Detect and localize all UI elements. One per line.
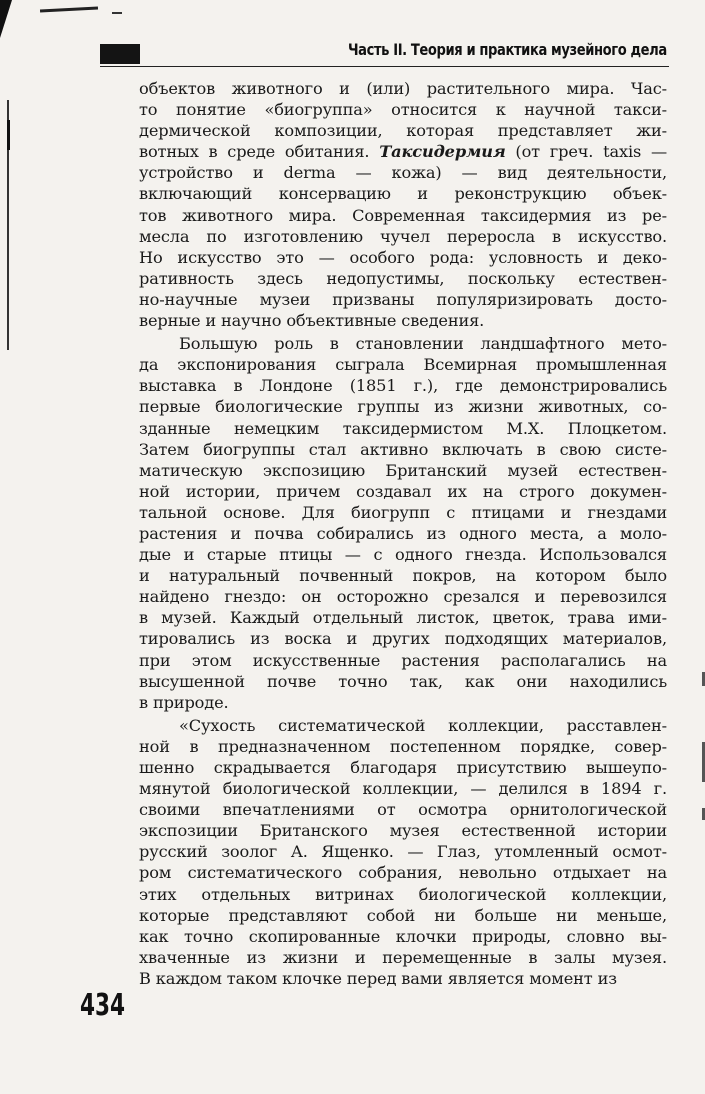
text-line: и натуральный почвенный покров, на котором было [139,566,667,586]
text-line: включающий консервацию и реконструкцию объек- [139,184,667,204]
text-line: верные и научно объективные сведения. [139,311,485,331]
text-line: Но искусство это — особого рода: условность и деко- [139,247,667,267]
text-line: Затем биогруппы стал активно включать в свою систе- [139,439,667,459]
text-line [139,141,667,162]
text-segment: вотных в среде обитания. [139,142,380,162]
text-line: зданные немецким таксидермистом М.Х. Плоцкетом. [139,418,667,438]
text-line: дые и старые птицы — с одного гнезда. Использовался [139,545,667,565]
paragraph [139,78,667,331]
text-line: В каждом таком клочке перед вами является момент из [139,968,617,988]
text-line: то понятие «биогруппа» относится к научной такси- [139,100,667,120]
scan-dash-mark-small [112,12,122,14]
text-line: первые биологические группы из жизни животных, со- [139,397,667,417]
text-line: найдено гнездо: он осторожно срезался и перевозился [139,587,667,607]
text-line: ром систематического собрания, невольно отдыхает на [139,863,667,883]
text-line: тировались из воска и других подходящих материалов, [139,629,667,649]
text-line: ративность здесь недопустимы, поскольку естествен- [139,268,667,288]
term-emphasis: Таксидермия [379,142,506,162]
text-line: Большую роль в становлении ландшафтного мето- [179,334,667,354]
scan-left-edge-mark [7,120,10,150]
page-text-column [139,78,667,989]
text-line: экспозиции Британского музея естественной истории [139,821,667,841]
text-segment: (от греч. taxis — [505,142,667,162]
paragraph [139,333,667,713]
text-line: хваченные из жизни и перемещенные в залы музея. [139,947,667,967]
text-line: месла по изготовлению чучел переросла в искусство. [139,226,667,246]
text-line: матическую экспозицию Британский музей естествен- [139,460,667,480]
text-line: устройство и derma — кожа) — вид деятельности, [139,163,667,183]
text-line: тов животного мира. Современная таксидермия из ре- [139,205,667,225]
text-line: тальной основе. Для биогрупп с птицами и гнездами [139,502,667,522]
text-line: «Сухость систематической коллекции, расставлен- [179,715,667,735]
text-line: ной в предназначенном постепенном порядке, совер- [139,736,667,756]
text-line: шенно скрадывается благодаря присутствию вышеупо- [139,758,667,777]
text-line: при этом искусственные растения располагались на [139,650,667,670]
text-line: объектов животного и (или) растительного мира. Час- [139,79,667,98]
text-line: ной истории, причем создавал их на строго докумен- [139,481,667,501]
text-line: в музей. Каждый отдельный листок, цветок, трава ими- [139,608,667,628]
text-line: высушенной почве точно так, как они находились [139,671,667,691]
running-header-rule [100,66,669,67]
text-line: русский зоолог А. Ященко. — Глаз, утомленный осмот- [139,842,667,862]
running-header-title: Часть II. Теория и практика музейного дела [348,40,667,59]
text-line: этих отдельных витринах биологической коллекции, [139,884,667,904]
text-line: выставка в Лондоне (1851 г.), где демонстрировались [139,376,667,396]
text-line: растения и почва собирались из одного места, а моло- [139,523,667,543]
text-line: но-научные музеи призваны популяризировать досто- [139,289,667,309]
text-line: в природе. [139,692,229,712]
text-line: дермической композиции, которая представляет жи- [139,121,667,141]
text-line: которые представляют собой ни больше ни меньше, [139,905,667,925]
scan-corner-mark [0,0,12,38]
text-line: мянутой биологической коллекции, — делился в 1894 г. [139,779,667,799]
page-number: 434 [80,988,126,1023]
text-line: да экспонирования сыграла Всемирная промышленная [139,355,667,375]
text-line: как точно скопированные клочки природы, словно вы- [139,926,667,946]
scan-dash-mark [40,6,98,12]
running-header-marker [100,44,140,64]
text-line: своими впечатлениями от осмотра орнитологической [139,800,667,820]
paragraph [139,715,667,989]
